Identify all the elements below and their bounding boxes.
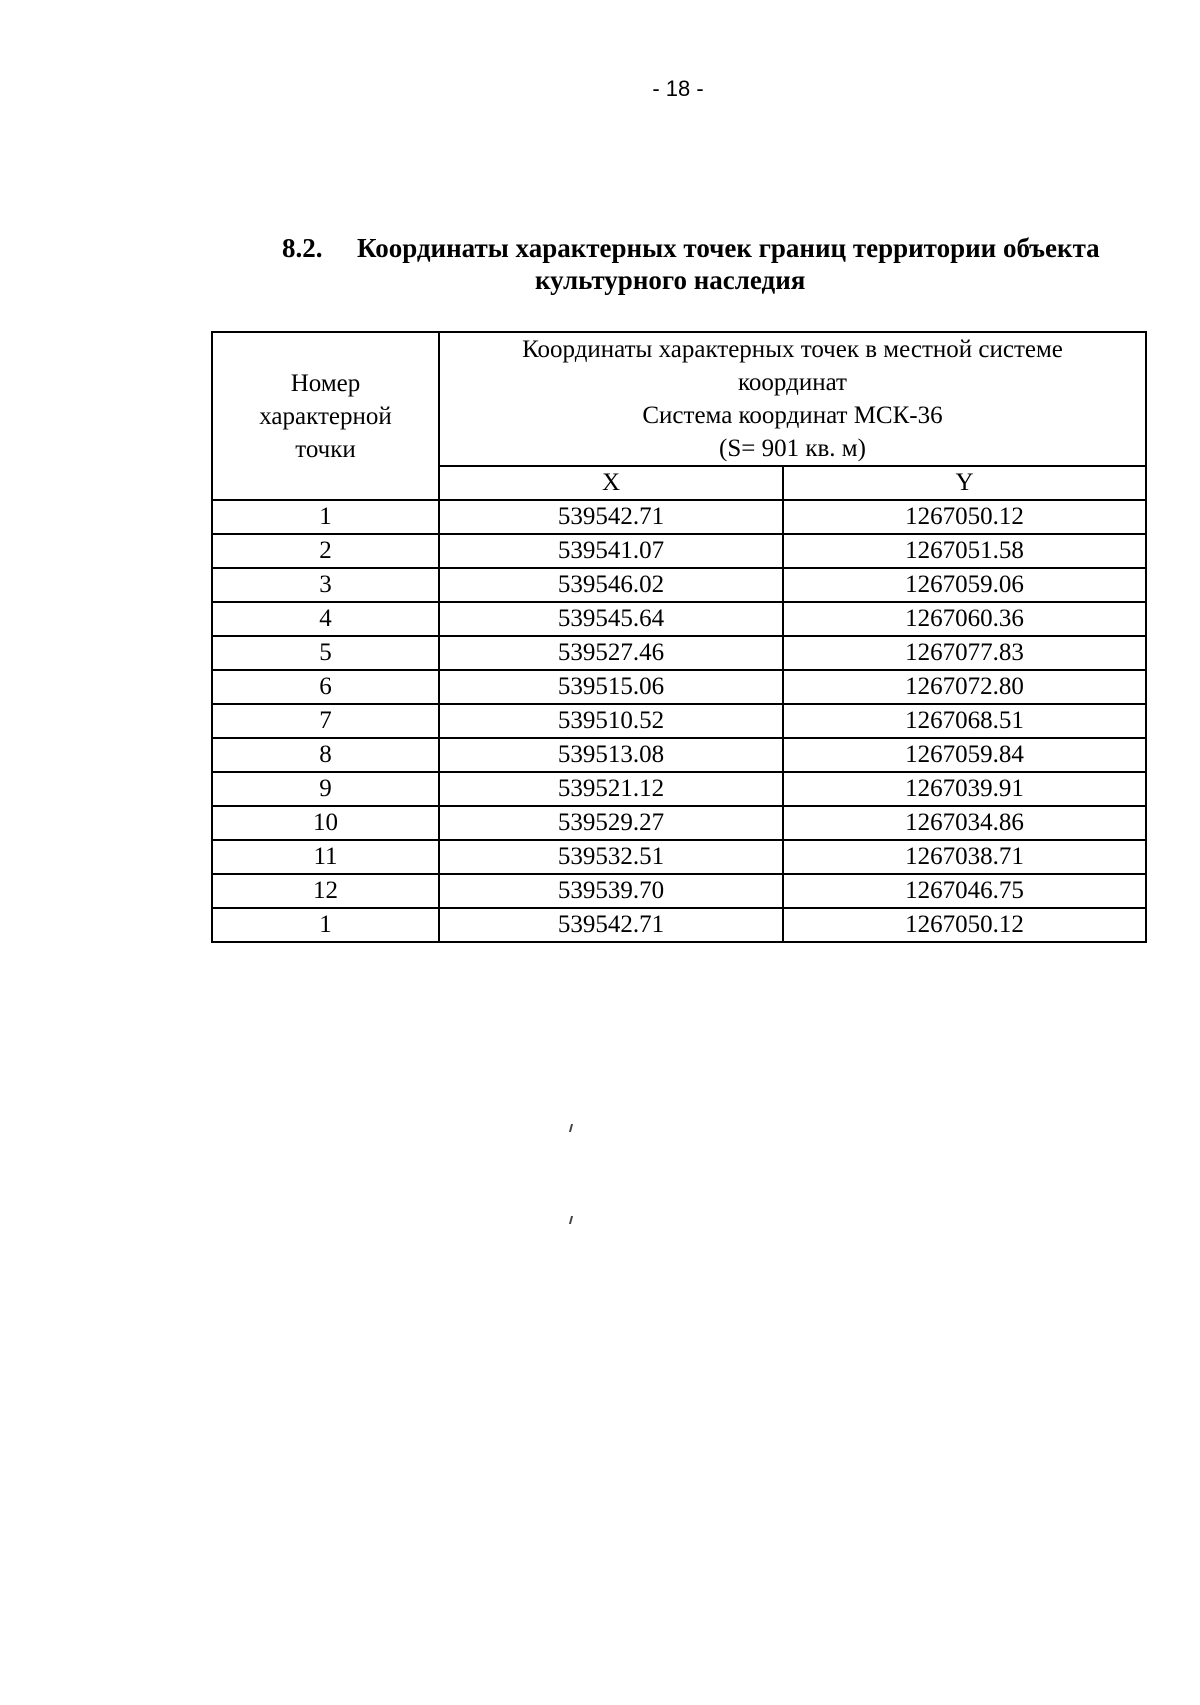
scan-speck: [569, 1124, 573, 1132]
cell-y: 1267060.36: [783, 602, 1146, 636]
coordinates-table: [211, 331, 1147, 943]
header-coords-line: Система координат МСК-36: [642, 402, 943, 429]
header-y: Y: [783, 466, 1146, 500]
cell-y: 1267039.91: [783, 772, 1146, 806]
cell-y: 1267077.83: [783, 636, 1146, 670]
section-title-line-1: Координаты характерных точек границ территории объекта: [357, 233, 1100, 263]
cell-y: 1267038.71: [783, 840, 1146, 874]
table-row: [212, 500, 1146, 534]
cell-point: 6: [212, 670, 439, 704]
header-coords-line: (S= 901 кв. м): [719, 435, 866, 462]
cell-point: 3: [212, 568, 439, 602]
header-coords-line: Координаты характерных точек в местной системе: [522, 336, 1063, 363]
cell-point: 2: [212, 534, 439, 568]
cell-point: 8: [212, 738, 439, 772]
page-number: - 18 -: [652, 76, 704, 101]
scan-speck: [569, 1216, 573, 1224]
header-x: X: [439, 466, 783, 500]
cell-y: 1267046.75: [783, 874, 1146, 908]
cell-x: 539529.27: [439, 806, 783, 840]
cell-point: 12: [212, 874, 439, 908]
cell-y: 1267068.51: [783, 704, 1146, 738]
header-coords-line: координат: [738, 369, 847, 396]
cell-y: 1267051.58: [783, 534, 1146, 568]
cell-x: 539542.71: [439, 500, 783, 534]
table-row: [212, 772, 1146, 806]
header-point-line: Номер: [290, 369, 361, 397]
table-row: [212, 874, 1146, 908]
cell-x: 539513.08: [439, 738, 783, 772]
section-title-line-2: культурного наследия: [535, 265, 806, 295]
table-row: [212, 670, 1146, 704]
header-point-number: [212, 332, 439, 500]
table-row: [212, 602, 1146, 636]
table-row: [212, 908, 1146, 942]
table-row: [212, 534, 1146, 568]
cell-x: 539515.06: [439, 670, 783, 704]
table-row: [212, 738, 1146, 772]
cell-x: 539521.12: [439, 772, 783, 806]
cell-x: 539546.02: [439, 568, 783, 602]
header-point-line: точки: [295, 435, 356, 463]
cell-y: 1267034.86: [783, 806, 1146, 840]
header-point-line: характерной: [259, 402, 392, 430]
cell-point: 11: [212, 840, 439, 874]
table-row: [212, 568, 1146, 602]
cell-y: 1267059.84: [783, 738, 1146, 772]
cell-point: 4: [212, 602, 439, 636]
table-row: [212, 806, 1146, 840]
cell-point: 7: [212, 704, 439, 738]
cell-point: 1: [212, 908, 439, 942]
header-coordinates: [439, 332, 1146, 466]
cell-y: 1267059.06: [783, 568, 1146, 602]
section-title: [282, 232, 1162, 296]
cell-y: 1267072.80: [783, 670, 1146, 704]
cell-x: 539539.70: [439, 874, 783, 908]
cell-point: 5: [212, 636, 439, 670]
section-number: 8.2.: [282, 233, 323, 263]
cell-point: 10: [212, 806, 439, 840]
cell-x: 539510.52: [439, 704, 783, 738]
cell-x: 539542.71: [439, 908, 783, 942]
cell-point: 1: [212, 500, 439, 534]
table-row: [212, 840, 1146, 874]
cell-x: 539541.07: [439, 534, 783, 568]
table-row: [212, 704, 1146, 738]
cell-y: 1267050.12: [783, 908, 1146, 942]
cell-x: 539532.51: [439, 840, 783, 874]
cell-x: 539527.46: [439, 636, 783, 670]
cell-point: 9: [212, 772, 439, 806]
cell-y: 1267050.12: [783, 500, 1146, 534]
table-row: [212, 636, 1146, 670]
cell-x: 539545.64: [439, 602, 783, 636]
